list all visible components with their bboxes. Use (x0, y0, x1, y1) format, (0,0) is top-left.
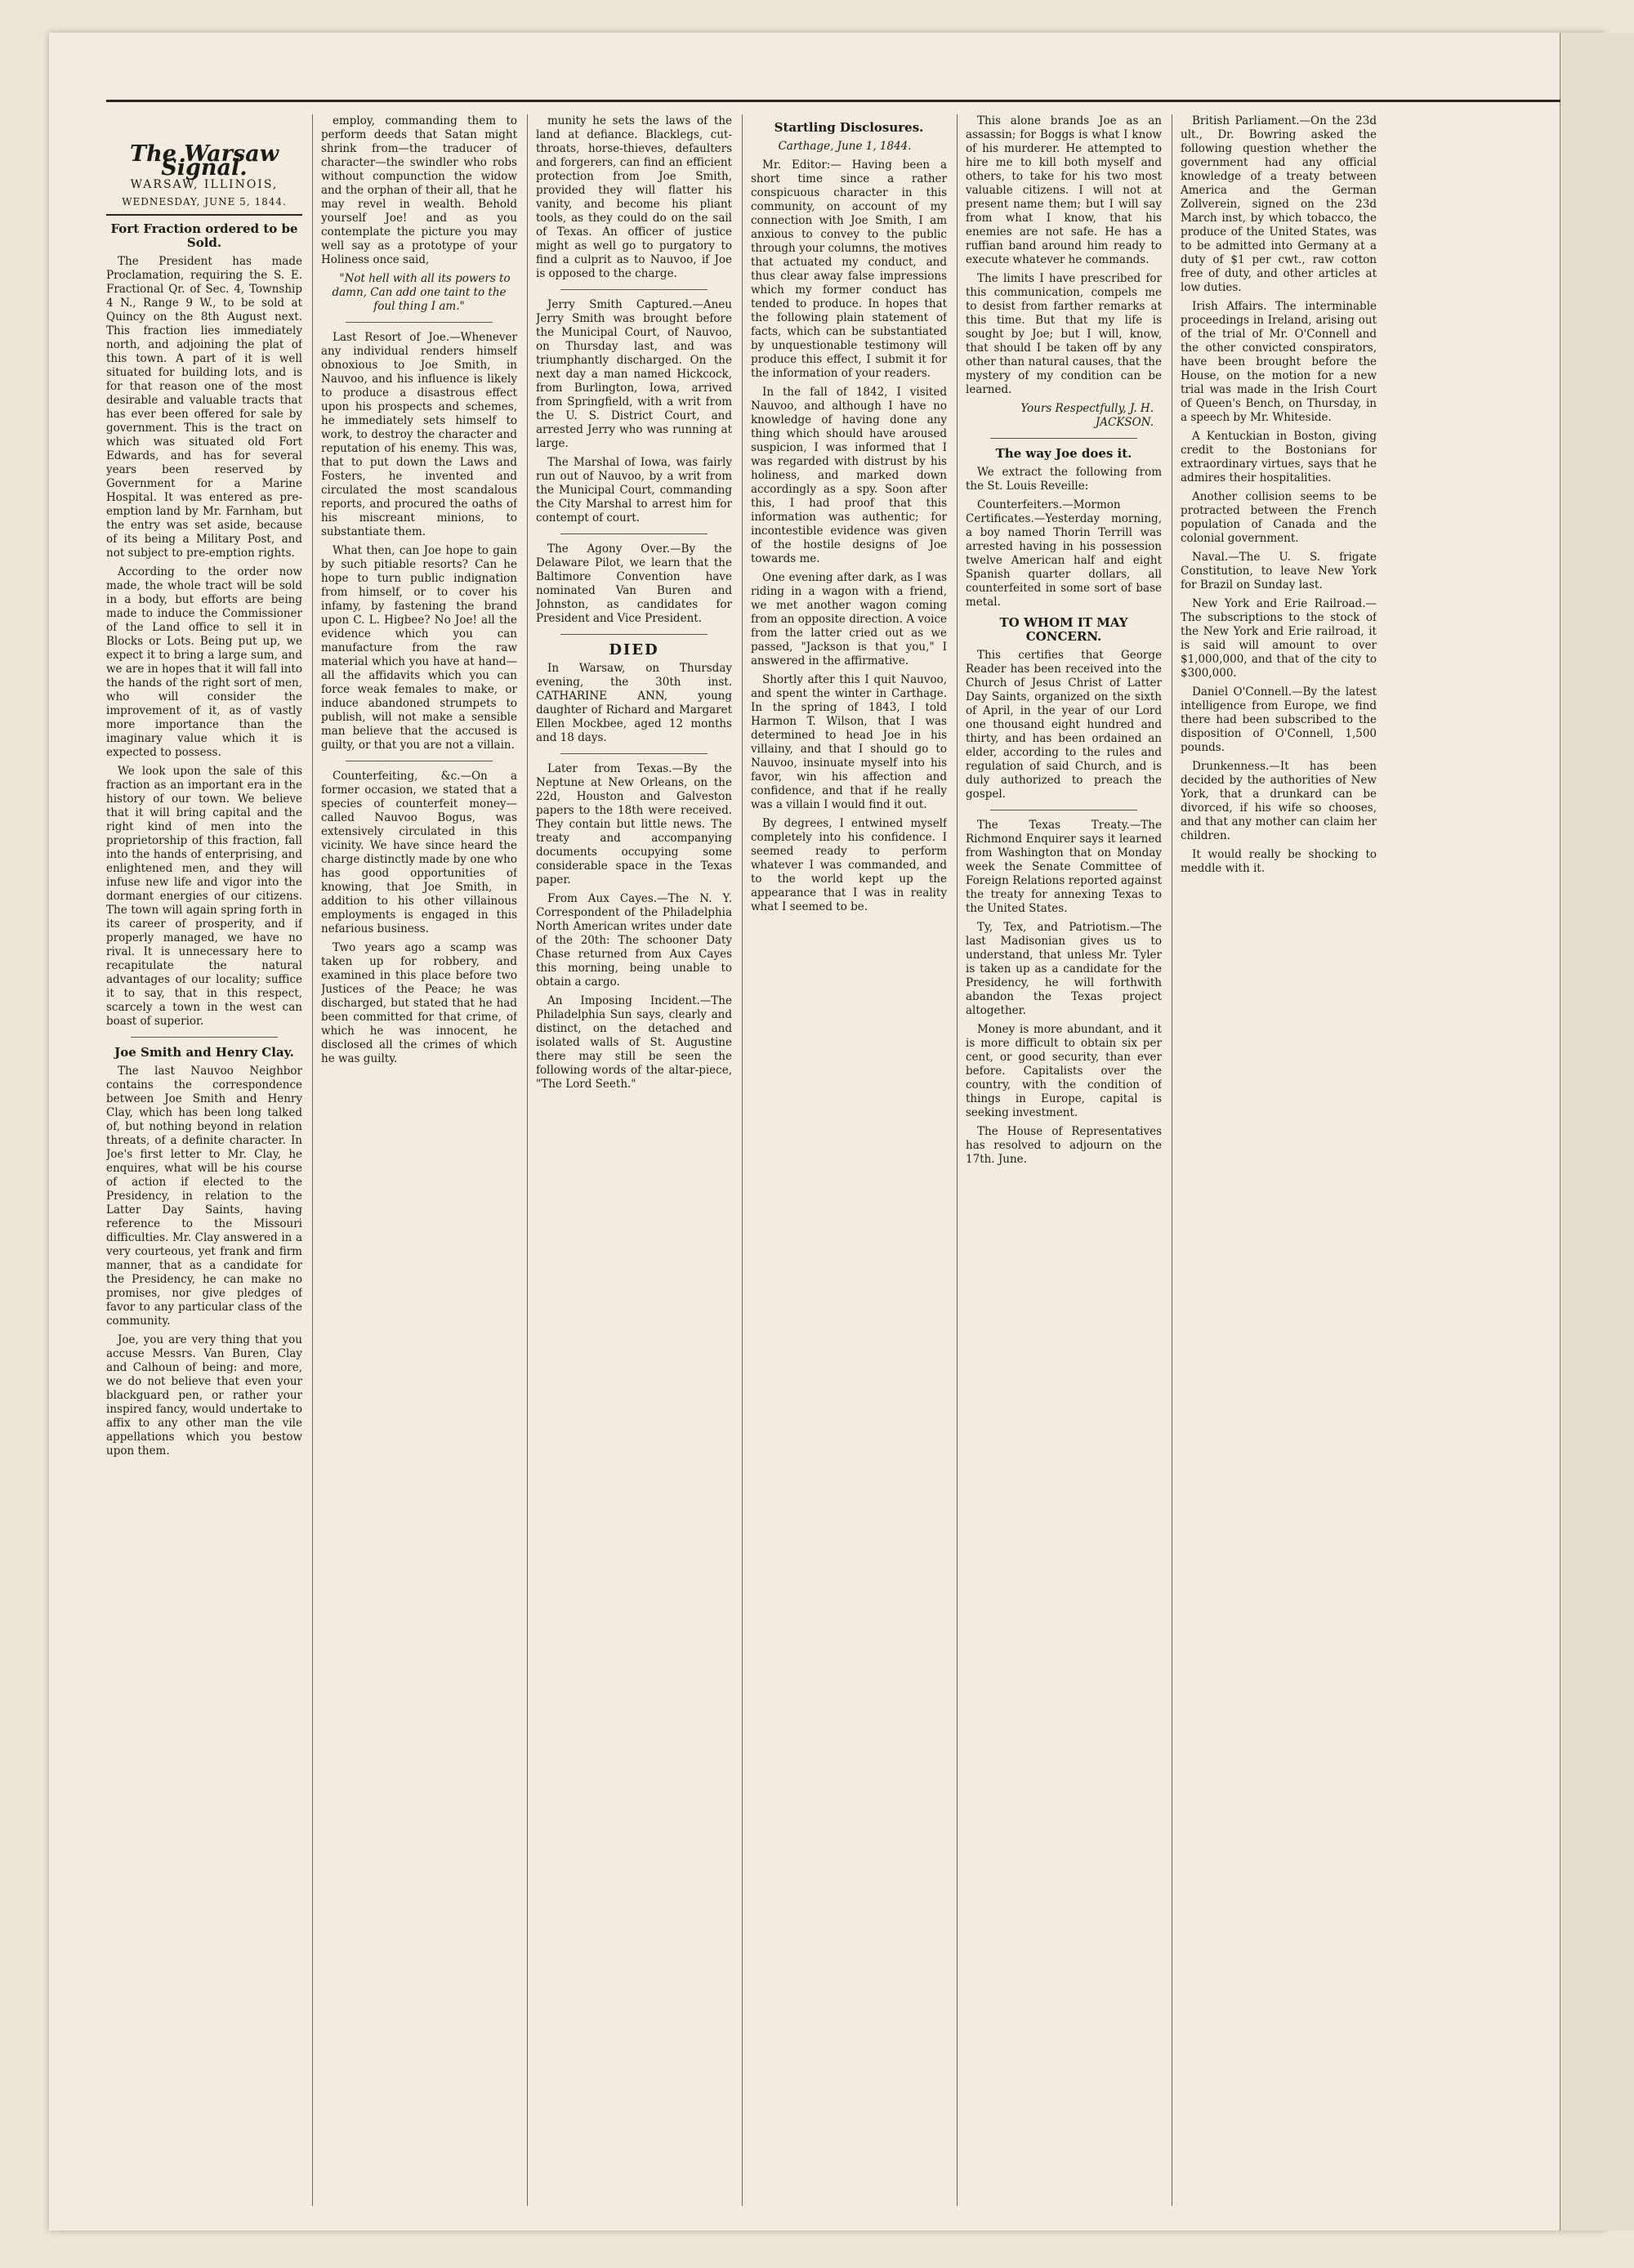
column-4 (751, 114, 947, 2206)
article-heading: Joe Smith and Henry Clay. (114, 1045, 294, 1060)
article-text: We extract the following from the St. Louis Reveille: (966, 466, 1162, 493)
adjacent-page-edge (1560, 33, 1634, 2230)
article-dateline: Carthage, June 1, 1844. (778, 140, 912, 153)
article-text: One evening after dark, as I was riding in a wagon with a friend, we met another wagon coming from an opposite direction. A voice from the latter cried out as we passed, "Jackson is that you," I answered in the affirmative. (751, 571, 947, 667)
article-text: Irish Affairs. The interminable proceedings in Ireland, arising out of the trial of Mr. O'Connell and the other convicted conspirators, have been brought before the House, on the motion for a new trial was made in the Irish Court of Queen's Bench, on Thursday, in a speech by Mr. Whiteside. (1181, 300, 1377, 424)
article-heading: The way Joe does it. (995, 446, 1132, 461)
masthead-date: WEDNESDAY, JUNE 5, 1844. (122, 196, 287, 208)
article-text: munity he sets the laws of the land at defiance. Blacklegs, cut-throats, horse-thieves, defaulters and forgerers, can find an efficient protection from Joe Smith, provided they will flatter his vanity, and become his pliant tools, as they could do on the sail of Texas. An officer of justice might as well go to purgatory to find a culprit as to Nauvoo, if Joe is opposed to the charge. (536, 114, 732, 280)
article-text: Two years ago a scamp was taken up for robbery, and examined in this place before two Justices of the Peace; he was discharged, but stated that he had been committed for that crime, of which he was innocent, he disclosed all the crimes of which he was guilty. (321, 941, 517, 1065)
article-text: We look upon the sale of this fraction as an important era in the history of our town. We believe that it will bring capital and the right kind of men into the proprietorship of this fraction, fall into the hands of enterprising, and enlightened men, and they will infuse new life and vigor into the dormant energies of our citizens. The town will again spring forth in its career of prosperity, and if properly managed, we have no rival. It is unnecessary here to recapitulate the natural advantages of our locality; suffice it to say, that in this respect, scarcely a town in the west can boast of superior. (106, 765, 302, 1028)
article-text: Jerry Smith Captured.—Aneu Jerry Smith was brought before the Municipal Court, of Nauvoo, on Thursday last, and was triumphantly discharged. On the next day a man named Hickcock, from Burlington, Iowa, arrived from Springfield, with a writ from the U. S. District Court, and arrested Jerry who was running at large. (536, 298, 732, 450)
divider (346, 322, 493, 323)
column-divider (742, 114, 743, 2206)
article-text: Naval.—The U. S. frigate Constitution, to leave New York for Brazil on Sunday last. (1181, 551, 1377, 592)
article-text: The last Nauvoo Neighbor contains the correspondence between Joe Smith and Henry Clay, which has been long talked of, but nothing beyond in relation threats, of a definite character. In Joe's first letter to Mr. Clay, he enquires, what will be his course of action if elected to the Presidency, in relation to the Latter Day Saints, having reference to the Missouri difficulties. Mr. Clay answered in a very courteous, yet frank and firm manner, that as a candidate for the Presidency, he can make no promises, nor give pledges of favor to any particular class of the community. (106, 1065, 302, 1328)
article-text: From Aux Cayes.—The N. Y. Correspondent of the Philadelphia North American writes under date of the 20th: The schooner Daty Chase returned from Aux Cayes this morning, being unable to obtain a cargo. (536, 892, 732, 989)
article-text: Later from Texas.—By the Neptune at New Orleans, on the 22d, Houston and Galveston papers to the 18th were received. They contain but little news. The treaty and accompanying documents occupying some considerable space in the Texas paper. (536, 762, 732, 886)
article-text: Counterfeiters.—Mormon Certificates.—Yesterday morning, a boy named Thorin Terrill was arrested having in his possession twelve American half and eight Spanish quarter dollars, all counterfeited in some sort of base metal. (966, 498, 1162, 609)
article-text: Shortly after this I quit Nauvoo, and spent the winter in Carthage. In the spring of 1843, I told Harmon T. Wilson, that I was determined to head Joe in his villainy, and that I should go to Nauvoo, insinuate myself into his favor, win his affection and confidence, and that if he really was a villain I would find it out. (751, 673, 947, 811)
masthead-title: The Warsaw Signal. (130, 141, 279, 181)
article-text: Last Resort of Joe.—Whenever any individual renders himself obnoxious to Joe Smith, in Nauvoo, and his influence is likely to produce a disastrous effect upon his prospects and schemes, he immediately sets himself to work, to destroy the character and reputation of his enemy. This was, that to put down the Laws and Fosters, he invented and circulated the most scandalous reports, and procured the oaths of his miscreant minions, to substantiate them. (321, 331, 517, 538)
signature: Yours Respectfully, J. H. JACKSON. (1020, 402, 1154, 429)
article-heading: TO WHOM IT MAY CONCERN. (999, 615, 1128, 644)
divider (560, 753, 708, 754)
died-heading: DIED (609, 641, 659, 659)
column-5 (966, 114, 1162, 2206)
divider (990, 438, 1137, 439)
article-text: Mr. Editor:— Having been a short time since a rather conspicuous character in this community, on account of my connection with Joe Smith, I am anxious to convey to the public through your columns, the motives that actuated my conduct, and thus clear away false impressions which my former conduct has tended to produce. In hopes that the following plain statement of facts, which can be substantiated by unquestionable testimony will produce this effect, I submit it for the information of your readers. (751, 158, 947, 380)
masthead-rule (106, 214, 302, 216)
article-text: By degrees, I entwined myself completely into his confidence. I seemed ready to perform whatever I was commanded, and to the world kept up the appearance that I was in reality what I seemed to be. (751, 817, 947, 913)
article-text: The limits I have prescribed for this communication, compels me to desist from farther remarks at this time. But that my life is sought by Joe; but I will, know, that should I be taken off by any other than natural causes, that the mystery of my condition can be learned. (966, 272, 1162, 396)
article-text: Joe, you are very thing that you accuse Messrs. Van Buren, Clay and Calhoun of being: and more, we do not believe that even your blackguard pen, or rather your inspired fancy, would undertake to affix to any other man the vile appellations which you bestow upon them. (106, 1333, 302, 1458)
article-text: This alone brands Joe as an assassin; for Boggs is what I know of his murderer. He attempted to hire me to kill both myself and others, to take for his two most valuable citizens. I will not at present name them; but I will say from what I know, that his enemies are not safe. He has a ruffian band around him ready to execute whatever he commands. (966, 114, 1162, 266)
divider (560, 289, 708, 290)
article-text: The Texas Treaty.—The Richmond Enquirer says it learned from Washington that on Monday week the Senate Committee of Foreign Relations reported against the treaty for annexing Texas to the United States. (966, 819, 1162, 915)
article-text: The House of Representatives has resolved to adjourn on the 17th. June. (966, 1125, 1162, 1166)
article-text: Daniel O'Connell.—By the latest intelligence from Europe, we find there had been subscribed to the disposition of O'Connell, 1,500 pounds. (1181, 685, 1377, 754)
article-text: The Marshal of Iowa, was fairly run out of Nauvoo, by a writ from the Municipal Court, commanding the City Marshal to arrest him for contempt of court. (536, 456, 732, 525)
article-text: In Warsaw, on Thursday evening, the 30th inst. CATHARINE ANN, young daughter of Richard and Margaret Ellen Mockbee, aged 12 months and 18 days. (536, 662, 732, 744)
article-text: It would really be shocking to meddle with it. (1181, 848, 1377, 875)
article-text: employ, commanding them to perform deeds that Satan might shrink from—the traducer of character—the swindler who robs without compunction the widow and the orphan of their all, that he may revel in wealth. Behold yourself Joe! and as you contemplate the picture you may well say as a prototype of your Holiness once said, (321, 114, 517, 266)
article-text: Drunkenness.—It has been decided by the authorities of New York, that a drunkard can be divorced, if his wife so chooses, and that any mother can claim her children. (1181, 760, 1377, 842)
article-text: What then, can Joe hope to gain by such pitiable resorts? Can he hope to turn public indignation from himself, or to cover his infamy, by fastening the brand upon C. L. Higbee? No Joe! all the evidence which you can manufacture from the raw material which you have at hand—all the affidavits which you can force weak females to make, or induce abandoned strumpets to publish, will not make a sensible man believe that the accused is guilty, or that you are not a villain. (321, 544, 517, 752)
article-text: Another collision seems to be protracted between the French population of Canada and the colonial government. (1181, 490, 1377, 545)
article-text: Counterfeiting, &c.—On a former occasion, we stated that a species of counterfeit money—called Nauvoo Bogus, was extensively circulated in this vicinity. We have since heard the charge distinctly made by one who has good opportunities of knowing, that Joe Smith, in addition to his other villainous employments is engaged in this nefarious business. (321, 770, 517, 935)
column-3 (536, 114, 732, 2206)
article-text: The President has made Proclamation, requiring the S. E. Fractional Qr. of Sec. 4, Township 4 N., Range 9 W., to be sold at Quincy on the 8th August next. This fraction lies immediately north, and adjoining the plat of this town. A part of it is well situated for building lots, and is for that reason one of the most desirable and valuable tracts that has ever been offered for sale by government. This is the tract on which was situated old Fort Edwards, and has for several years been reserved by Government for a Marine Hospital. It was entered as pre-emption land by Mr. Farnham, but the entry was set aside, because of its being a Military Post, and not subject to pre-emption rights. (106, 255, 302, 560)
quoted-verse: "Not hell with all its powers to damn, Can add one taint to the foul thing I am." (332, 272, 511, 313)
article-text: New York and Erie Railroad.—The subscriptions to the stock of the New York and Erie railroad, it is said will amount to over $1,000,000, and that of the city to $300,000. (1181, 597, 1377, 680)
article-heading: Startling Disclosures. (774, 120, 924, 135)
column-divider (527, 114, 528, 2206)
article-heading: Fort Fraction ordered to be Sold. (110, 221, 298, 250)
article-text: In the fall of 1842, I visited Nauvoo, and although I have no knowledge of having done any thing which should have aroused suspicion, I was informed that I was regarded with distrust by his holiness, and marked down accordingly as a spy. Soon after this, I had proof that this information was authentic; for incontestible evidence was given of the hostile designs of Joe towards me. (751, 386, 947, 565)
column-divider (957, 114, 958, 2206)
article-text: This certifies that George Reader has been received into the Church of Jesus Christ of Latter Day Saints, organized on the sixth of April, in the year of our Lord one thousand eight hundred and thirty, and has been ordained an elder, according to the rules and regulation of said Church, and is duly authorized to preach the gospel. (966, 649, 1162, 801)
column-6 (1181, 114, 1377, 2206)
article-text: An Imposing Incident.—The Philadelphia Sun says, clearly and distinct, on the detached and isolated walls of St. Augustine there may still be seen the following words of the altar-piece, "The Lord Seeth." (536, 994, 732, 1091)
column-1 (106, 114, 302, 2206)
article-text: Ty, Tex, and Patriotism.—The last Madisonian gives us to understand, that unless Mr. Tyler is taken up as a candidate for the Presidency, he will forthwith abandon the Texas project altogether. (966, 921, 1162, 1017)
article-text: Money is more abundant, and it is more difficult to obtain six per cent, or good security, than ever before. Capitalists over the country, with the condition of things in Europe, capital is seeking investment. (966, 1023, 1162, 1119)
column-divider (312, 114, 313, 2206)
article-text: British Parliament.—On the 23d ult., Dr. Bowring asked the following question whether the government had any official knowledge of a treaty between America and the German Zollverein, signed on the 23d March inst, by which tobacco, the produce of the United States, was to be admitted into Germany at a duty of $1 per cwt., raw cotton free of duty, and other articles at low duties. (1181, 114, 1377, 294)
article-text: According to the order now made, the whole tract will be sold in a body, but efforts are being made to induce the Commissioner of the Land office to sell it in Blocks or Lots. Being put up, we expect it to bring a large sum, and we are in hopes that it will fall into the hands of the right sort of men, who will consider the improvement of it, as of vastly more importance than the imaginary value which it is expected to possess. (106, 565, 302, 759)
article-text: A Kentuckian in Boston, giving credit to the Bostonians for extraordinary virtues, says that he admires their hospitalities. (1181, 430, 1377, 484)
article-text: The Agony Over.—By the Delaware Pilot, we learn that the Baltimore Convention have nominated Van Buren and Johnston, as candidates for President and Vice President. (536, 542, 732, 625)
divider (560, 634, 708, 635)
divider (131, 1037, 278, 1038)
top-rule (106, 100, 1560, 102)
masthead-place: WARSAW, ILLINOIS, (130, 178, 279, 191)
column-2 (321, 114, 517, 2206)
